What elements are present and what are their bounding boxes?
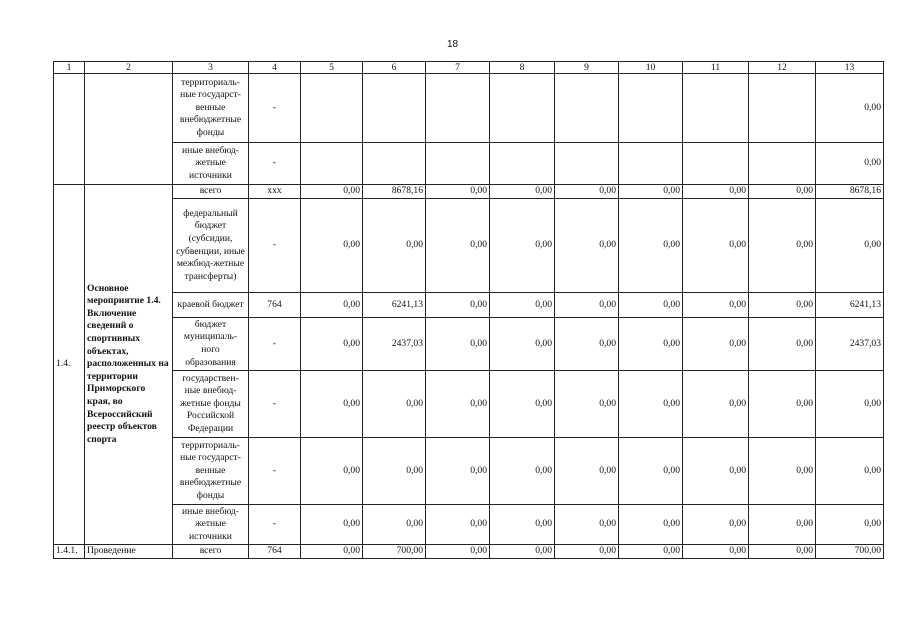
amount-cell xyxy=(555,74,619,143)
row-code xyxy=(54,74,85,185)
amount-cell: 0,00 xyxy=(363,371,426,438)
amount-cell: 0,00 xyxy=(301,371,363,438)
amount-cell xyxy=(619,143,683,185)
row-code: 1.4. xyxy=(54,185,85,545)
amount-cell: 700,00 xyxy=(816,545,884,559)
amount-cell: 0,00 xyxy=(301,185,363,199)
budget-code: 764 xyxy=(249,293,301,318)
amount-cell xyxy=(490,143,555,185)
amount-cell: 0,00 xyxy=(490,438,555,505)
amount-cell: 0,00 xyxy=(816,371,884,438)
amount-cell: 0,00 xyxy=(426,545,490,559)
amount-cell: 0,00 xyxy=(816,143,884,185)
amount-cell xyxy=(555,143,619,185)
amount-cell: 0,00 xyxy=(749,438,816,505)
amount-cell: 0,00 xyxy=(426,505,490,545)
amount-cell xyxy=(490,74,555,143)
table-body xyxy=(54,74,884,559)
budget-code: - xyxy=(249,438,301,505)
table-row xyxy=(54,199,884,293)
amount-cell: 0,00 xyxy=(363,438,426,505)
budget-code: - xyxy=(249,199,301,293)
row-code: 1.4.1. xyxy=(54,545,85,559)
amount-cell: 0,00 xyxy=(619,185,683,199)
column-number: 6 xyxy=(363,62,426,74)
amount-cell: 0,00 xyxy=(490,371,555,438)
amount-cell: 0,00 xyxy=(301,199,363,293)
amount-cell: 0,00 xyxy=(683,371,749,438)
budget-code: - xyxy=(249,74,301,143)
funding-source: бюджет муниципаль-ного образования xyxy=(173,318,249,371)
amount-cell xyxy=(426,74,490,143)
amount-cell: 0,00 xyxy=(816,74,884,143)
budget-code: - xyxy=(249,143,301,185)
funding-source: иные внебюд-жетные источники xyxy=(173,143,249,185)
amount-cell: 8678,16 xyxy=(363,185,426,199)
amount-cell: 0,00 xyxy=(301,438,363,505)
amount-cell: 0,00 xyxy=(683,545,749,559)
amount-cell: 0,00 xyxy=(683,293,749,318)
column-number: 10 xyxy=(619,62,683,74)
amount-cell: 0,00 xyxy=(749,185,816,199)
amount-cell xyxy=(363,143,426,185)
table-row xyxy=(54,293,884,318)
table-row xyxy=(54,185,884,199)
amount-cell: 700,00 xyxy=(363,545,426,559)
column-number: 12 xyxy=(749,62,816,74)
budget-code: ххх xyxy=(249,185,301,199)
table-row xyxy=(54,371,884,438)
amount-cell: 0,00 xyxy=(749,318,816,371)
table-row xyxy=(54,74,884,143)
amount-cell: 0,00 xyxy=(426,318,490,371)
budget-code: - xyxy=(249,371,301,438)
activity-name: Проведение xyxy=(85,545,173,559)
amount-cell: 0,00 xyxy=(301,318,363,371)
amount-cell: 0,00 xyxy=(426,199,490,293)
column-number-row xyxy=(54,62,884,74)
amount-cell: 0,00 xyxy=(619,438,683,505)
amount-cell: 0,00 xyxy=(555,505,619,545)
amount-cell: 0,00 xyxy=(426,185,490,199)
amount-cell: 0,00 xyxy=(363,199,426,293)
amount-cell: 0,00 xyxy=(619,199,683,293)
budget-code: - xyxy=(249,318,301,371)
amount-cell: 0,00 xyxy=(749,199,816,293)
amount-cell: 0,00 xyxy=(490,545,555,559)
activity-name xyxy=(85,74,173,185)
funding-source: территориаль-ные государст-венные внебюджетные фонды xyxy=(173,438,249,505)
amount-cell: 0,00 xyxy=(363,505,426,545)
amount-cell xyxy=(749,74,816,143)
column-number: 2 xyxy=(85,62,173,74)
column-number: 9 xyxy=(555,62,619,74)
amount-cell xyxy=(301,143,363,185)
amount-cell: 0,00 xyxy=(749,293,816,318)
table-row xyxy=(54,505,884,545)
amount-cell: 0,00 xyxy=(683,438,749,505)
amount-cell: 0,00 xyxy=(555,199,619,293)
amount-cell: 8678,16 xyxy=(816,185,884,199)
funding-source: иные внебюд-жетные источники xyxy=(173,505,249,545)
amount-cell: 0,00 xyxy=(619,318,683,371)
amount-cell: 6241,13 xyxy=(363,293,426,318)
funding-source: всего xyxy=(173,185,249,199)
amount-cell: 2437,03 xyxy=(363,318,426,371)
amount-cell: 0,00 xyxy=(619,545,683,559)
column-number: 11 xyxy=(683,62,749,74)
amount-cell xyxy=(749,143,816,185)
amount-cell xyxy=(683,74,749,143)
amount-cell xyxy=(683,143,749,185)
amount-cell: 0,00 xyxy=(816,438,884,505)
funding-source: государствен-ные внебюд-жетные фонды Российской Федерации xyxy=(173,371,249,438)
budget-code: - xyxy=(249,505,301,545)
amount-cell: 0,00 xyxy=(426,371,490,438)
column-number: 13 xyxy=(816,62,884,74)
amount-cell: 0,00 xyxy=(555,438,619,505)
amount-cell: 6241,13 xyxy=(816,293,884,318)
column-number: 3 xyxy=(173,62,249,74)
amount-cell: 0,00 xyxy=(490,199,555,293)
amount-cell: 0,00 xyxy=(426,293,490,318)
budget-table xyxy=(53,61,884,559)
amount-cell: 0,00 xyxy=(749,545,816,559)
amount-cell: 0,00 xyxy=(555,185,619,199)
amount-cell: 2437,03 xyxy=(816,318,884,371)
amount-cell: 0,00 xyxy=(490,185,555,199)
amount-cell: 0,00 xyxy=(816,505,884,545)
amount-cell: 0,00 xyxy=(301,293,363,318)
amount-cell: 0,00 xyxy=(490,505,555,545)
funding-source: федеральный бюджет (субсидии, субвенции, иные межбюд-жетные трансферты) xyxy=(173,199,249,293)
amount-cell: 0,00 xyxy=(426,438,490,505)
column-number: 7 xyxy=(426,62,490,74)
table-row xyxy=(54,438,884,505)
column-number: 4 xyxy=(249,62,301,74)
column-number: 5 xyxy=(301,62,363,74)
amount-cell: 0,00 xyxy=(683,199,749,293)
amount-cell: 0,00 xyxy=(619,505,683,545)
table-row xyxy=(54,143,884,185)
table-header xyxy=(54,62,884,74)
amount-cell xyxy=(426,143,490,185)
amount-cell: 0,00 xyxy=(490,293,555,318)
table-row xyxy=(54,545,884,559)
amount-cell: 0,00 xyxy=(301,545,363,559)
amount-cell: 0,00 xyxy=(555,545,619,559)
column-number: 1 xyxy=(54,62,85,74)
amount-cell: 0,00 xyxy=(555,318,619,371)
funding-source: территориаль-ные государст-венные внебюджетные фонды xyxy=(173,74,249,143)
amount-cell xyxy=(363,74,426,143)
column-number: 8 xyxy=(490,62,555,74)
funding-source: краевой бюджет xyxy=(173,293,249,318)
table-row xyxy=(54,318,884,371)
amount-cell: 0,00 xyxy=(490,318,555,371)
amount-cell: 0,00 xyxy=(619,293,683,318)
page-number: 18 xyxy=(446,39,459,50)
amount-cell: 0,00 xyxy=(683,185,749,199)
amount-cell: 0,00 xyxy=(619,371,683,438)
amount-cell: 0,00 xyxy=(816,199,884,293)
amount-cell xyxy=(301,74,363,143)
activity-name: Основное мероприятие 1.4. Включение сведений о спортивных объектах, расположенных на территории Приморского края, во Всероссийский реестр объектов спорта xyxy=(85,185,173,545)
amount-cell: 0,00 xyxy=(749,371,816,438)
amount-cell: 0,00 xyxy=(749,505,816,545)
amount-cell xyxy=(619,74,683,143)
amount-cell: 0,00 xyxy=(555,293,619,318)
amount-cell: 0,00 xyxy=(683,318,749,371)
budget-code: 764 xyxy=(249,545,301,559)
amount-cell: 0,00 xyxy=(555,371,619,438)
amount-cell: 0,00 xyxy=(683,505,749,545)
amount-cell: 0,00 xyxy=(301,505,363,545)
funding-source: всего xyxy=(173,545,249,559)
